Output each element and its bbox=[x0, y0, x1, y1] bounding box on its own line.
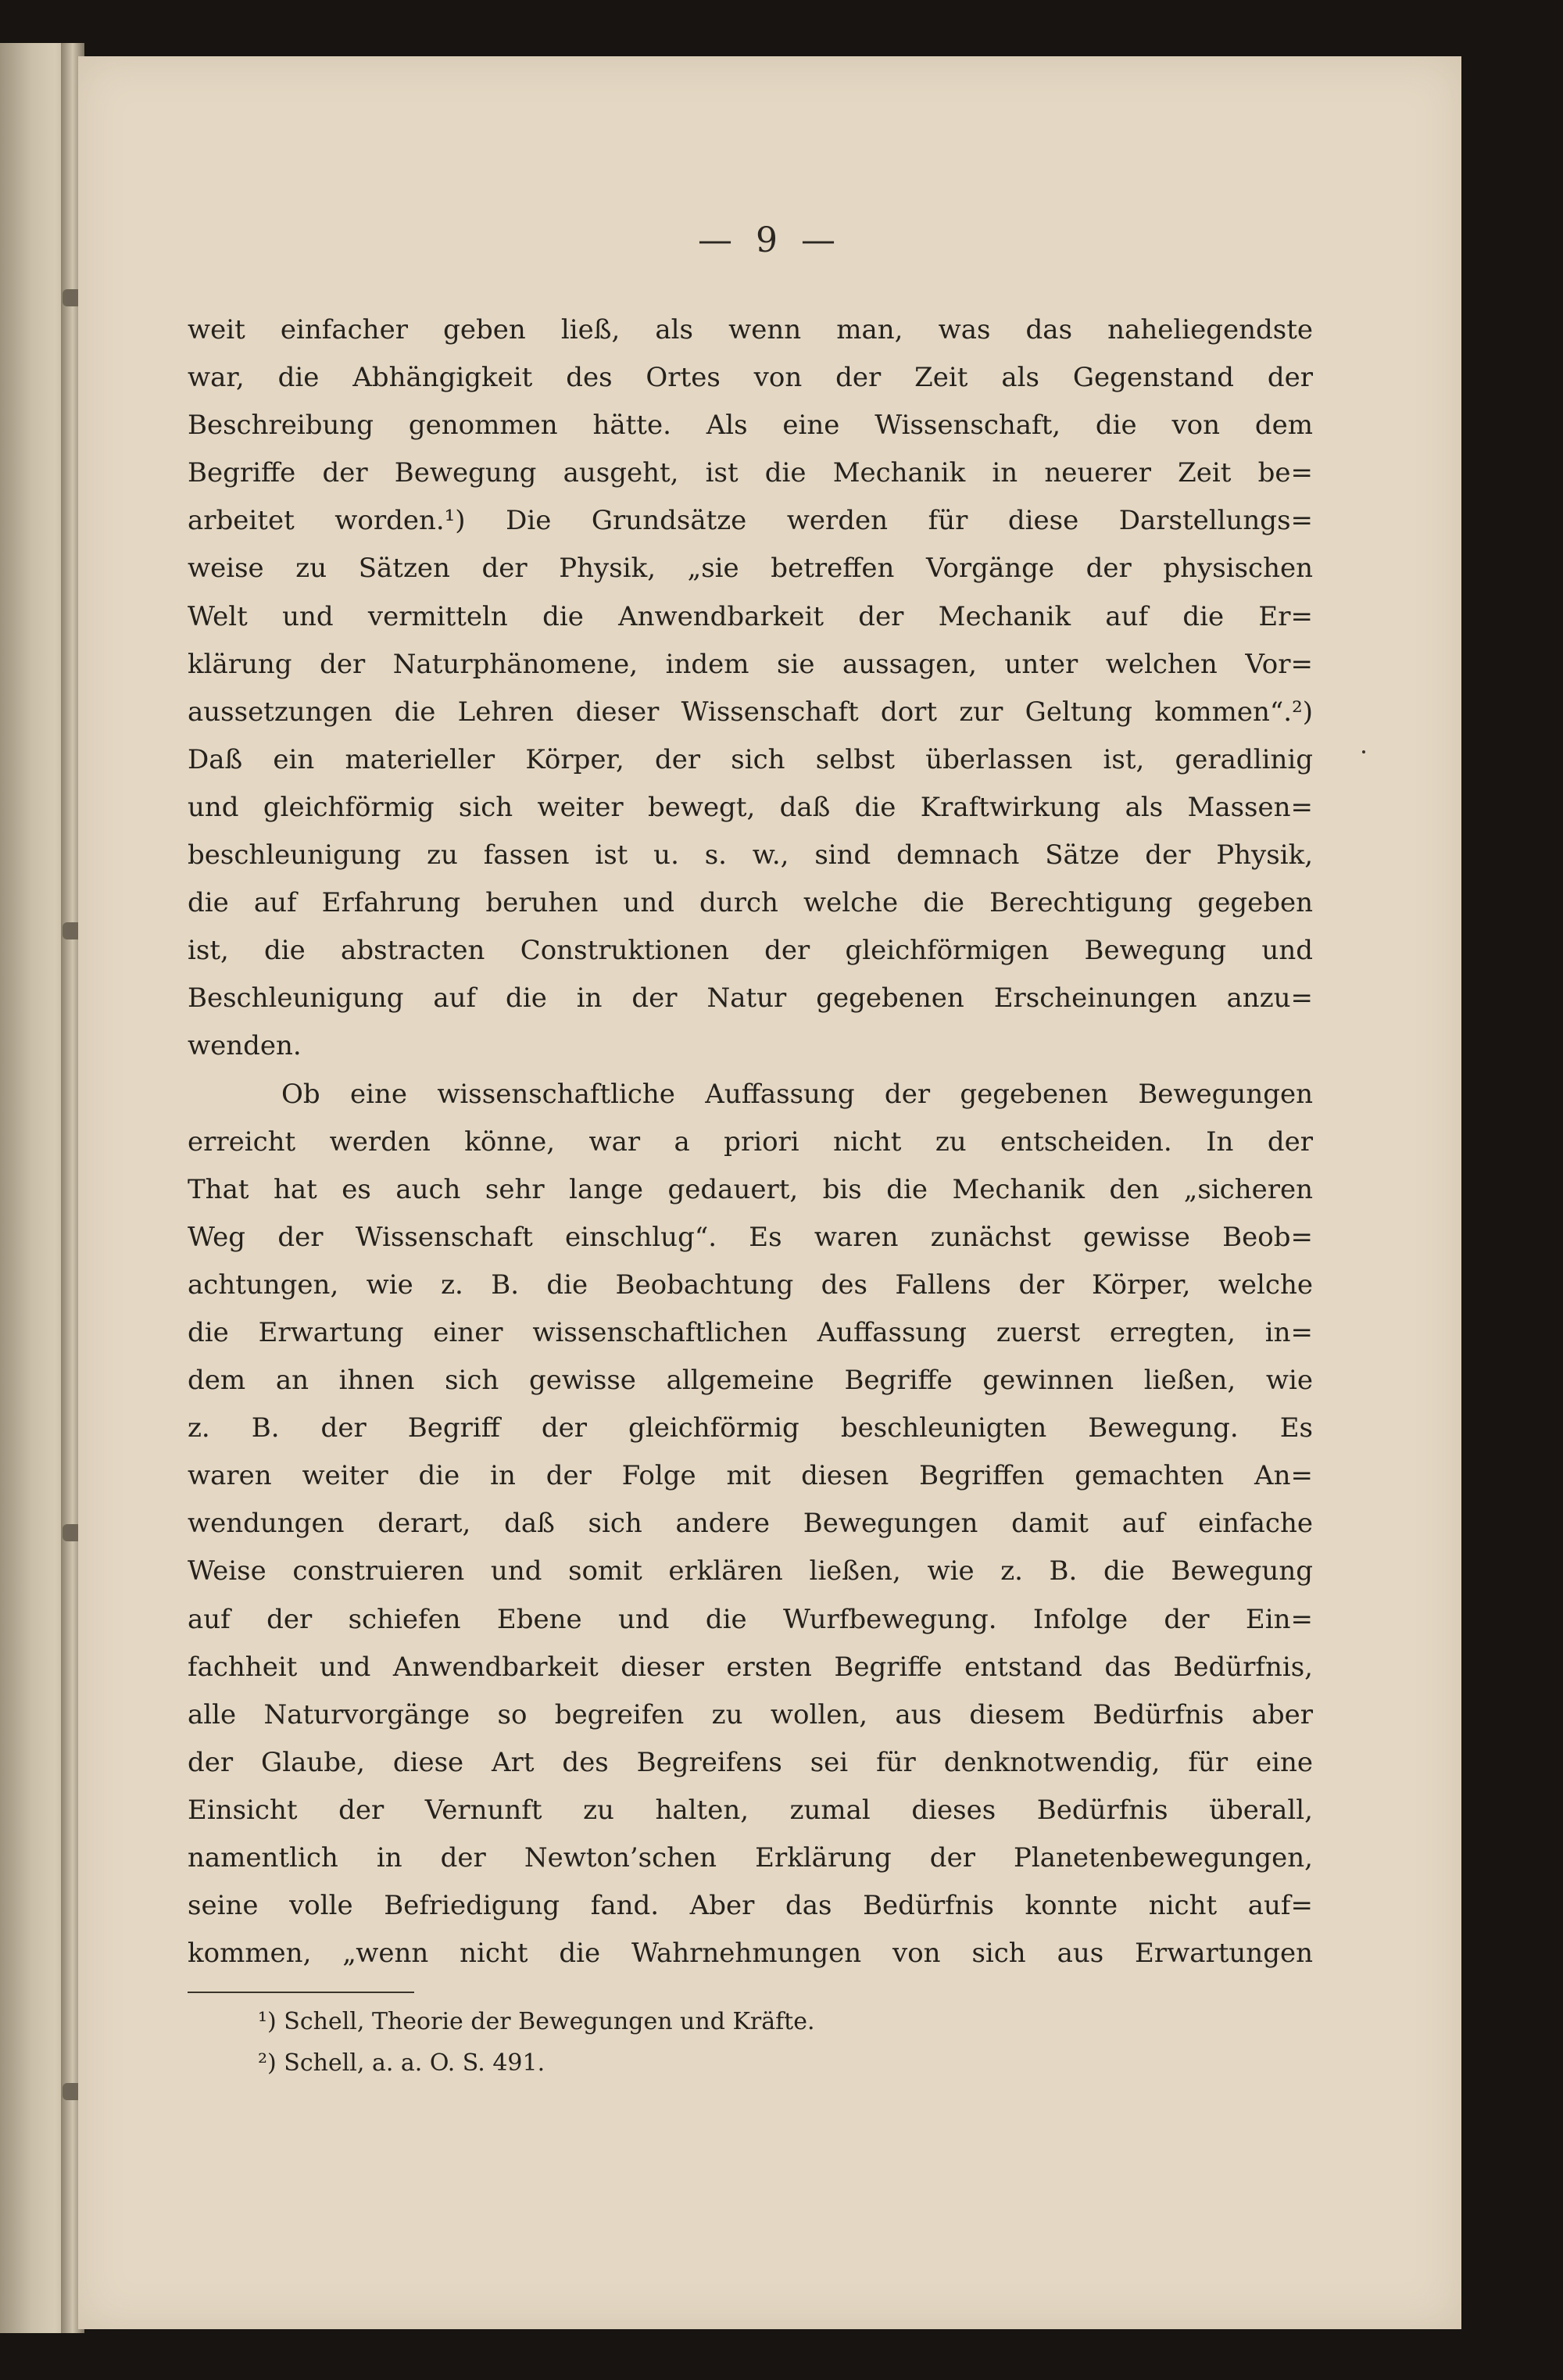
text-line: weise zu Sätzen der Physik, „sie betreffen Vorgänge der physischen bbox=[188, 553, 1313, 585]
text-line: wenden. bbox=[188, 1030, 302, 1062]
text-line: war, die Abhängigkeit des Ortes von der Zeit als Gegenstand der bbox=[188, 362, 1313, 394]
text-line: klärung der Naturphänomene, indem sie aussagen, unter welchen Vor= bbox=[188, 648, 1313, 680]
footnote: ¹) Schell, Theorie der Bewegungen und Kräfte. bbox=[258, 2008, 815, 2035]
text-line: und gleichförmig sich weiter bewegt, daß die Kraftwirkung als Massen= bbox=[188, 791, 1313, 823]
text-line: waren weiter die in der Folge mit diesen Begriffen gemachten An= bbox=[188, 1460, 1313, 1492]
text-line: That hat es auch sehr lange gedauert, bis die Mechanik den „sicheren bbox=[188, 1173, 1313, 1205]
text-line: Daß ein materieller Körper, der sich selbst überlassen ist, geradlinig bbox=[188, 743, 1313, 775]
footnote-divider bbox=[188, 1992, 414, 1993]
main-text bbox=[188, 306, 1313, 1977]
footnote: ²) Schell, a. a. O. S. 491. bbox=[258, 2049, 545, 2077]
text-line: Weise construieren und somit erklären ließen, wie z. B. die Bewegung bbox=[188, 1555, 1313, 1587]
text-line: beschleunigung zu fassen ist u. s. w., sind demnach Sätze der Physik, bbox=[188, 839, 1313, 871]
text-line: z. B. der Begriff der gleichförmig beschleunigten Bewegung. Es bbox=[188, 1412, 1313, 1444]
text-line: alle Naturvorgänge so begreifen zu wollen, aus diesem Bedürfnis aber bbox=[188, 1698, 1313, 1730]
text-line: Begriffe der Bewegung ausgeht, ist die Mechanik in neuerer Zeit be= bbox=[188, 457, 1313, 489]
text-line: wendungen derart, daß sich andere Bewegungen damit auf einfache bbox=[188, 1508, 1313, 1540]
text-line: arbeitet worden.¹) Die Grundsätze werden für diese Darstellungs= bbox=[188, 505, 1313, 537]
text-line: die auf Erfahrung beruhen und durch welche die Berechtigung gegeben bbox=[188, 887, 1313, 919]
text-line: Weg der Wissenschaft einschlug“. Es waren zunächst gewisse Beob= bbox=[188, 1221, 1313, 1253]
text-line: kommen, „wenn nicht die Wahrnehmungen von sich aus Erwartungen bbox=[188, 1938, 1313, 1970]
text-line: fachheit und Anwendbarkeit dieser ersten Begriffe entstand das Bedürfnis, bbox=[188, 1651, 1313, 1683]
text-line: weit einfacher geben ließ, als wenn man, was das naheliegendste bbox=[188, 314, 1313, 345]
text-line: seine volle Befriedigung fand. Aber das Bedürfnis konnte nicht auf= bbox=[188, 1890, 1313, 1922]
text-line: namentlich in der Newton’schen Erklärung der Planetenbewegungen, bbox=[188, 1842, 1313, 1874]
text-line: Welt und vermitteln die Anwendbarkeit der Mechanik auf die Er= bbox=[188, 600, 1313, 632]
text-line: achtungen, wie z. B. die Beobachtung des Fallens der Körper, welche bbox=[188, 1269, 1313, 1301]
text-line: ist, die abstracten Construktionen der gleichförmigen Bewegung und bbox=[188, 935, 1313, 967]
paragraph-start: Ob eine wissenschaftliche Auffassung der gegebenen Bewegungen bbox=[281, 1078, 1313, 1110]
text-line: Beschreibung genommen hätte. Als eine Wissenschaft, die von dem bbox=[188, 410, 1313, 442]
page-number: — 9 — bbox=[698, 220, 842, 260]
text-line: Beschleunigung auf die in der Natur gegebenen Erscheinungen anzu= bbox=[188, 982, 1313, 1015]
text-line: Einsicht der Vernunft zu halten, zumal dieses Bedürfnis überall, bbox=[188, 1794, 1313, 1826]
text-line: der Glaube, diese Art des Begreifens sei für denknotwendig, für eine bbox=[188, 1746, 1313, 1778]
text-line: erreicht werden könne, war a priori nicht zu entscheiden. In der bbox=[188, 1126, 1313, 1158]
text-line: die Erwartung einer wissenschaftlichen Auffassung zuerst erregten, in= bbox=[188, 1316, 1313, 1348]
ink-speck bbox=[1362, 750, 1365, 753]
text-line: dem an ihnen sich gewisse allgemeine Begriffe gewinnen ließen, wie bbox=[188, 1365, 1313, 1397]
text-line: auf der schiefen Ebene und die Wurfbewegung. Infolge der Ein= bbox=[188, 1603, 1313, 1635]
footnotes bbox=[258, 2001, 1196, 2084]
text-line: aussetzungen die Lehren dieser Wissenschaft dort zur Geltung kommen“.²) bbox=[188, 696, 1313, 728]
